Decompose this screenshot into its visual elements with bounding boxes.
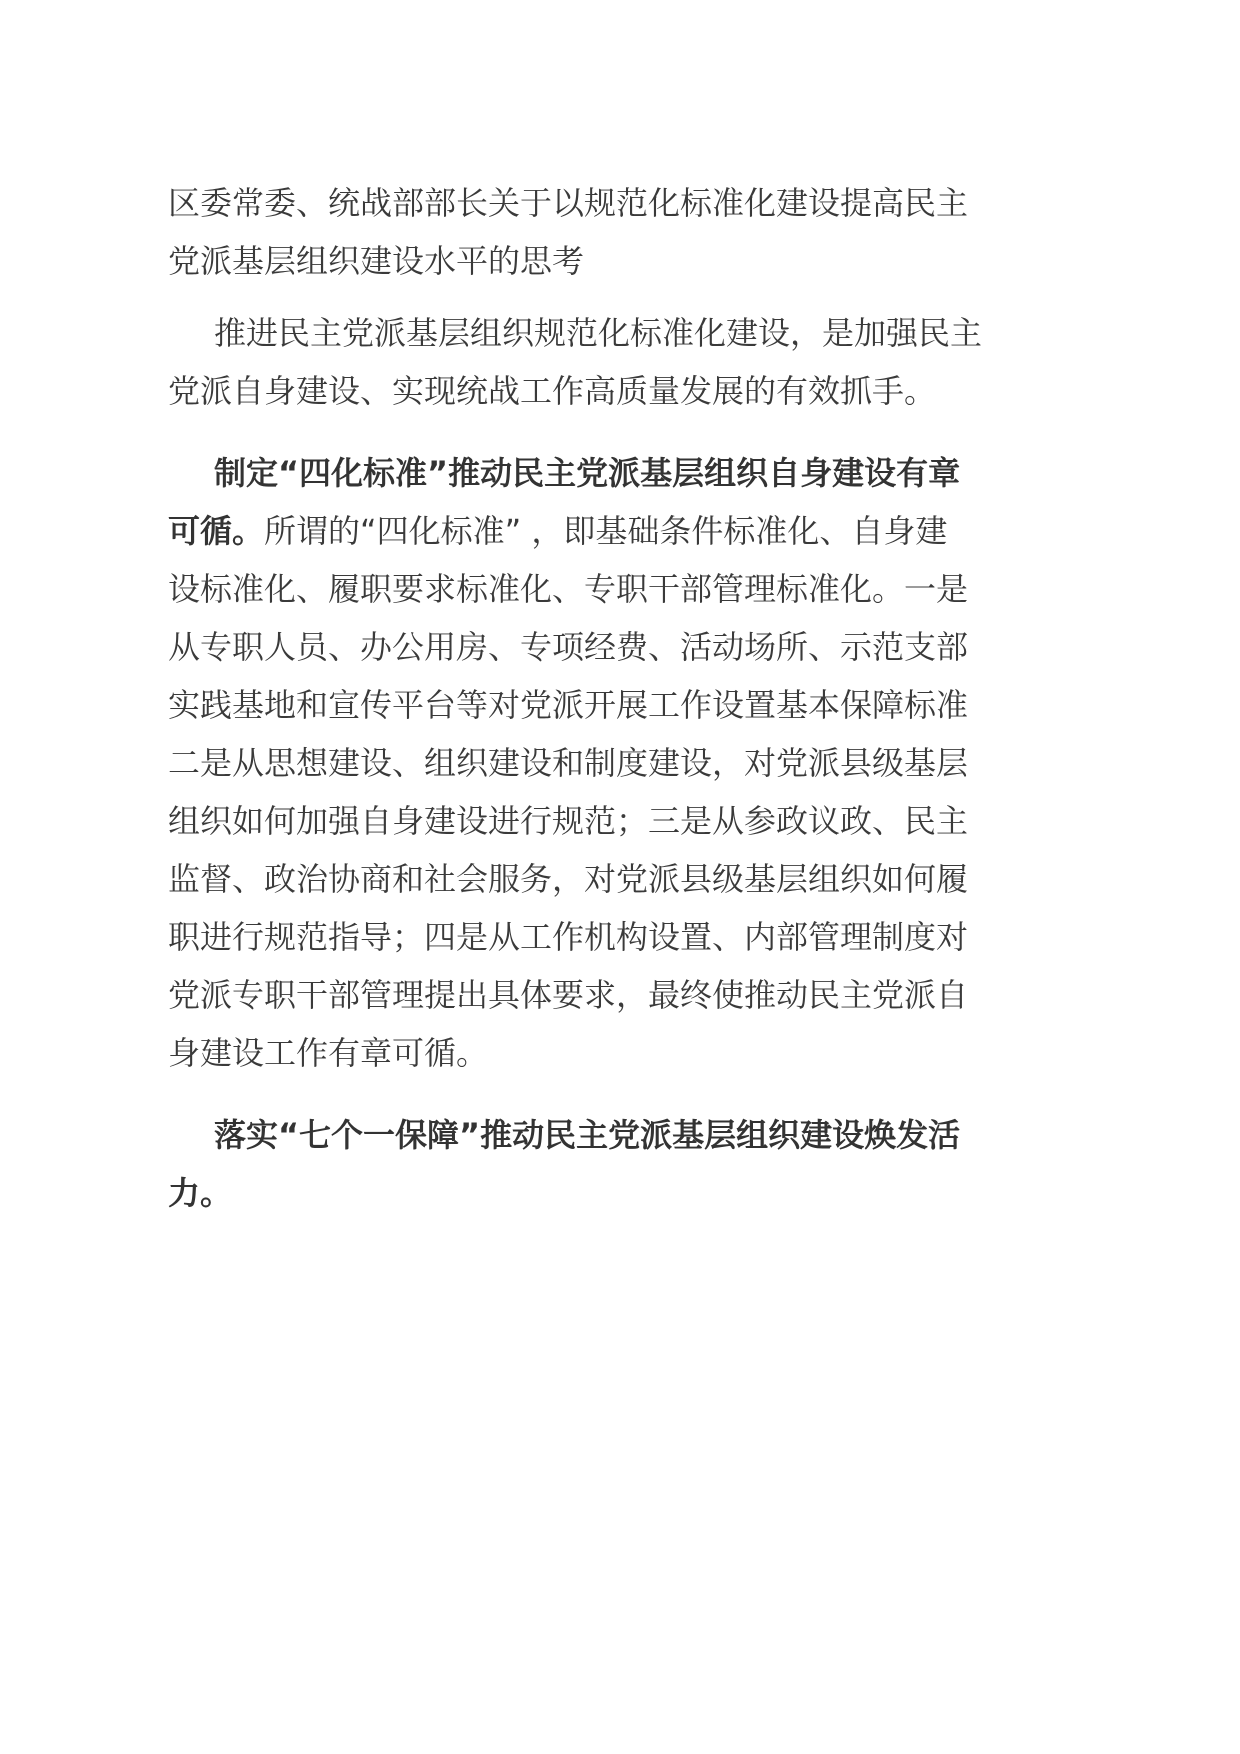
section-heading: 力。	[168, 1174, 233, 1212]
paragraph-line: 二是从思想建设、组织建设和制度建设，对党派县级基层	[168, 744, 969, 782]
paragraph-line: 组织如何加强自身建设进行规范；三是从参政议政、民主	[168, 802, 969, 840]
paragraph-line: 设标准化、履职要求标准化、专职干部管理标准化。一是	[168, 570, 969, 608]
paragraph-line	[168, 502, 948, 560]
title-line: 区委常委、统战部部长关于以规范化标准化建设提高民主	[168, 184, 969, 222]
section-four-standards	[168, 444, 969, 1082]
paragraph-line: 职进行规范指导；四是从工作机构设置、内部管理制度对	[168, 918, 969, 956]
section-heading-end: 可循。	[168, 512, 265, 550]
title-line: 党派基层组织建设水平的思考	[168, 242, 585, 280]
paragraph-line: 党派自身建设、实现统战工作高质量发展的有效抓手。	[168, 372, 937, 410]
paragraph-line: 监督、政治协商和社会服务，对党派县级基层组织如何履	[168, 860, 969, 898]
paragraph-text: 所谓的“四化标准” ，即基础条件标准化、自身建	[264, 512, 948, 550]
section-heading: 制定“四化标准”推动民主党派基层组织自身建设有章	[214, 454, 961, 492]
paragraph-line: 从专职人员、办公用房、专项经费、活动场所、示范支部	[168, 628, 969, 666]
paragraph-line: 身建设工作有章可循。	[168, 1034, 489, 1072]
paragraph-line: 实践基地和宣传平台等对党派开展工作设置基本保障标准	[168, 686, 969, 724]
paragraph-line: 党派专职干部管理提出具体要求，最终使推动民主党派自	[168, 976, 969, 1014]
paragraph-line: 推进民主党派基层组织规范化标准化建设，是加强民主	[214, 314, 983, 352]
section-heading: 落实“七个一保障”推动民主党派基层组织建设焕发活	[214, 1116, 961, 1154]
document-title	[168, 174, 969, 290]
document-page	[168, 174, 983, 1222]
intro-paragraph	[168, 304, 983, 420]
section-seven-guarantees	[168, 1106, 961, 1222]
